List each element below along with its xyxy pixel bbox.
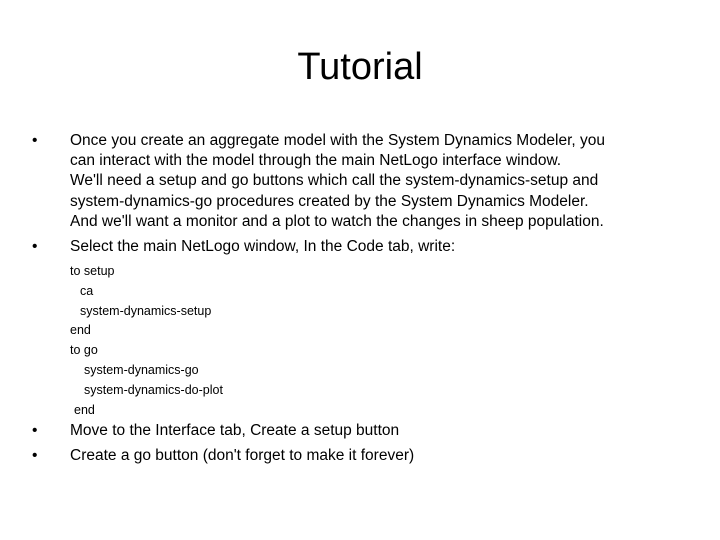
code-line: to setup [70, 264, 115, 278]
bullet-item [32, 446, 682, 468]
bullet-marker: • [32, 238, 38, 255]
bullet-text [70, 131, 695, 232]
bullet-marker: • [32, 447, 38, 464]
bullet-text-line: system-dynamics-go procedures created by the System Dynamics Modeler. [70, 192, 589, 210]
bullet-item [32, 237, 682, 259]
bullet-text: Select the main NetLogo window, In the Code tab, write: [70, 238, 456, 255]
bullet-text-line: can interact with the model through the main NetLogo interface window. [70, 152, 562, 170]
code-line: to go [70, 343, 98, 358]
bullet-item [32, 131, 682, 235]
bullet-text: Move to the Interface tab, Create a setup button [70, 422, 400, 439]
bullet-text-line: Once you create an aggregate model with the System Dynamics Modeler, you [70, 132, 606, 149]
code-line: end [70, 323, 91, 338]
code-line: ca [80, 283, 94, 298]
code-line: system-dynamics-go [84, 362, 199, 377]
code-block [70, 262, 223, 420]
bullet-marker: • [32, 422, 38, 439]
bullet-marker: • [32, 132, 38, 149]
code-line: system-dynamics-do-plot [84, 382, 223, 397]
bullet-item [32, 421, 682, 443]
slide-title: Tutorial [297, 46, 423, 88]
bullet-text-line: And we'll want a monitor and a plot to watch the changes in sheep population. [70, 212, 604, 230]
code-line: system-dynamics-setup [80, 303, 212, 318]
bullet-text-line: We'll need a setup and go buttons which call the system-dynamics-setup and [70, 172, 599, 190]
code-line: end [74, 402, 95, 417]
bullet-text: Create a go button (don't forget to make it forever) [70, 447, 415, 464]
